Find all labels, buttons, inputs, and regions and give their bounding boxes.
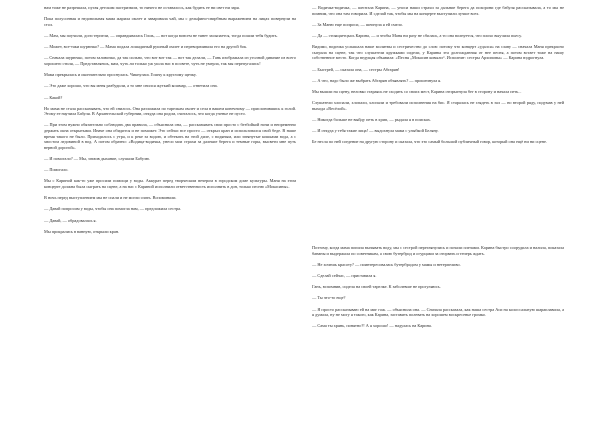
right-page-upper	[312, 5, 564, 150]
paragraph: — И откуда у тебя такие лица! — выдохнула мама с улыбкой Беляну.	[312, 128, 439, 134]
paragraph: — Быстрей, — сказала она, — сестры Абгарян!	[312, 66, 400, 72]
dialog-line: — Помогало.	[44, 167, 69, 173]
paragraph: — Водичка-водичка, — шептала Карина, — уноси наши страхи за дальние берега да похорони где бабуля рассказывала, а то мы не помним, что она там говорила. И сделай так, чтобы мы на концерте выступили лучше всех.	[312, 5, 564, 16]
right-page-lower	[312, 245, 564, 335]
paragraph: Гань, вспомнив, сидела на своей тарелке. К заболевше не прогуляюсь.	[312, 284, 441, 290]
paragraph: — Сама ты хрянь, понятно?! А я хорошо! — надулась на Карина.	[312, 323, 432, 329]
paragraph: — Мам, мы поучили, доги терпели, — оправдывалась Гошь, — вот когда вовсем не тянет засыпается, тогда пошли тебя будить.	[44, 32, 278, 38]
paragraph: Но мама не стала рассказывать, что ей снилось. Она разложила по тарелкам омлет и села в вашем конечному — прислонившись к голой. Этому ее научила Бабуля. В Архангельской губернии, откуда она родом, считалось, что когда ученье не пусто.	[44, 105, 296, 117]
paragraph: — Может, все-таки шурючко? — Мама подала лошадиный рушный омлет и переворачивала его на другой бок.	[44, 44, 248, 50]
paragraph: Мама прекрылась и окончательно проснулась. Чикнулась Гошчу к круглому щечку.	[44, 72, 197, 78]
paragraph: — Я просто рассказываю ей на миг гож. — объяснила она. — Сначала рассказала, как наша сестра Аси на колоссальную шараплавила, а я думала, ну не могу я такого, как Карина, заставить полевать на хорошем воскресенье громко.	[312, 306, 564, 318]
paragraph: Мы вышли на сцену, неловко стараясь не сходить со своих мест, Карина отпрыгнула бег в сторону и начала петь...	[312, 88, 522, 94]
dialog-line: Мы прокрались в ванную, открыли кран.	[44, 228, 120, 234]
paragraph: — Это даже хорошо, что вы меня разбудили, а то мне снился жуткий кошмар, — ответила она.	[44, 83, 218, 89]
paragraph: — А что, надо было же выбрать Абгарян объявлять? — прошепнула я.	[312, 77, 442, 83]
paragraph: — Какой?	[44, 94, 63, 100]
paragraph: — При этом нужно обязательно соблюдать два правила, — объяснила она, — рассказывать свои просто с безбойкой ночи и непременно держать окна открытыми. Иначе она обидится и не поможет. Это сейчас все просто — открыл кран и использовался свой беде. В наше время такого не было. Приходилось с утра, и к реке за водою, и обтекать на этой диле, с водяным, или затянутые кошками вода, а с хвостом ледовиной в вод. А потом обратно: «Водица-водичка, унеси мои страхи за далекие берега и темные горы, высвети мне путь верной дорогой».	[44, 122, 296, 150]
paragraph: Слушатели хлопали, хлопали, хлопали и требовали исполнения на бис. Я старалась не глядеть в зал — но второй ряду, подумав у ней выхода «Весёлой».	[312, 100, 564, 111]
paragraph: Бе несла по ней соедение на другую сторону и сказала, что это самый большой публичный говор, который она ещё ни ни сцене.	[312, 139, 547, 145]
dialog-line: В ночь перед выступлением мы не спали и не могли спать. Вспоминали.	[44, 195, 177, 201]
paragraph: — Сначала шурючко, потом заливочко, да так сильно, что вот вот так — вот так делали, — Гань изображала из уголной дивачие из всего хорошего стиля, — Представляешь, мам, чуть ли только уж ушла нас в посвете, чуть не умерла, так мы перепугались!	[44, 55, 296, 66]
paragraph: нам тоже не разрешала, пугая детским пастризмом, то ничего не оставалось, как будить ее ни свет ни заря.	[44, 5, 240, 10]
dialog-line: — Давай, — обрадовалась я.	[44, 217, 97, 223]
dialog-line: — Давай попросим у воды, чтобы она помогла нам, — предложила сестра.	[44, 206, 182, 212]
dialog-line: Мы с Кариной как-то уже просили помощи у воды. Аккурат перед творческим вечером в городском доме культуры. Маня на этом концерте должна была сыграть на сцене, а на нас с Кариной исполнили ответственность исполнить в дон, только песню «Мокасины».	[44, 178, 296, 189]
left-page	[44, 5, 296, 240]
paragraph: — Не хочешь красоту? — поинтересовалась бутербродом у мамы и нетерпеливо.	[312, 261, 461, 267]
paragraph: — За Маню еще попроси, — шепнула я ей смело.	[312, 21, 404, 27]
paragraph: Поэтому, когда мама попила вызывать воду, мы с сестрой переглянулись и почали плечами. Карина быстро соорудила и налила, показала бананы и выдержала по советникам, а свою бутерброд и огурцами за оторвать и теперь ждать.	[312, 245, 564, 256]
paragraph: — Да — стоящаетцысь Карина, — и чтобы Маня ни разу не сбилась, а то она волнуется, что плохо выучила пьесу.	[312, 32, 522, 38]
dialog-line: — И помогало? — Мы, затаив дыхание, слушали Бабулю.	[44, 156, 151, 162]
paragraph: — Никогда больше не выйду петь в хрип, — рыдала я в поисках.	[312, 116, 431, 122]
paragraph: — Сделай сейчас, — приставила я.	[312, 272, 377, 278]
paragraph: — Ты что-то еще?	[312, 295, 346, 301]
paragraph: Видимо, водичка услышала наше молитвы и сестричество до слов: потому что концерт «удался» на славу — сначала Маня прекрасно сыграла на сцене, так что слушатели кружками сидели, у Карины эта долгожданная от нее песня, а потом встает тоже на нашу собственное место. Когда ведущая объявила: «Песня „Мокасин ковыли“. Исполнит: сестры Архиповы» — Карина вздрогнула.	[312, 44, 564, 61]
paragraph: Пока полусонная и недовольная мама жарила омлет и заваривала чай, мы с дельфино-свирбным выражением на лицах повернули на стол.	[44, 16, 296, 27]
